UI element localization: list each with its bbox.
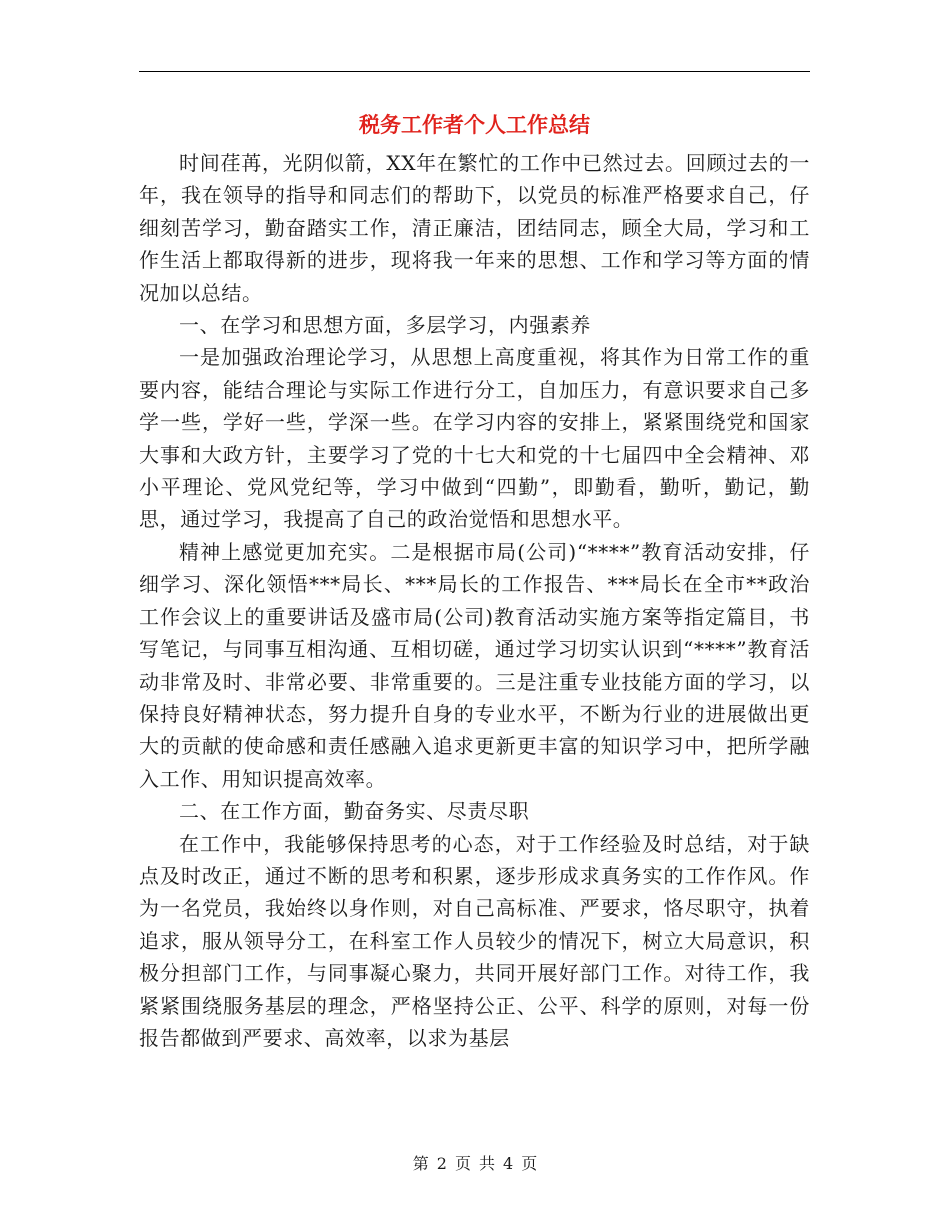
paragraph-intro: 时间荏苒，光阴似箭，XX年在繁忙的工作中已然过去。回顾过去的一年，我在领导的指导和同志们的帮助下，以党员的标准严格要求自己，仔细刻苦学习，勤奋踏实工作，清正廉洁，团结同志，顾全大局，学习和工作生活上都取得新的进步，现将我一年来的思想、工作和学习等方面的情况加以总结。 — [139, 151, 810, 305]
footer-total-pages: 4 — [503, 1154, 514, 1173]
section-heading-work: 二、在工作方面，勤奋务实、尽责尽职 — [179, 799, 530, 824]
document-title: 税务工作者个人工作总结 — [359, 113, 590, 137]
footer-total-suffix: 页 — [521, 1154, 538, 1173]
paragraph-political-study: 一是加强政治理论学习，从思想上高度重视，将其作为日常工作的重要内容，能结合理论与实际工作进行分工，自加压力，有意识要求自己多学一些，学好一些，学深一些。在学习内容的安排上，紧紧围绕党和国家大事和大政方针，主要学习了党的十七大和党的十七届四中全会精神、邓小平理论、党风党纪等，学习中做到“四勤”，即勤看，勤听，勤记，勤思，通过学习，我提高了自己的政治觉悟和思想水平。 — [139, 345, 810, 532]
document-body — [139, 147, 810, 1054]
paragraph-education-activity: 精神上感觉更加充实。二是根据市局(公司)“****”教育活动安排，仔细学习、深化领悟***局长、***局长的工作报告、***局长在全市**政治工作会议上的重要讲话及盛市局(公司)教育活动实施方案等指定篇目，书写笔记，与同事互相沟通、互相切磋，通过学习切实认识到“****”教育活动非常及时、非常必要、非常重要的。三是注重专业技能方面的学习，以保持良好精神状态，努力提升自身的专业水平，不断为行业的进展做出更大的贡献的使命感和责任感融入追求更新更丰富的知识学习中，把所学融入工作、用知识提高效率。 — [139, 539, 810, 791]
header-rule — [139, 71, 810, 72]
footer-current-page: 2 — [436, 1154, 447, 1173]
paragraph-work-attitude: 在工作中，我能够保持思考的心态，对于工作经验及时总结，对于缺点及时改正，通过不断的思考和积累，逐步形成求真务实的工作作风。作为一名党员，我始终以身作则，对自己高标准、严要求，恪尽职守，执着追求，服从领导分工，在科室工作人员较少的情况下，树立大局意识，积极分担部门工作，与同事凝心聚力，共同开展好部门工作。对待工作，我紧紧围绕服务基层的理念，严格坚持公正、公平、科学的原则，对每一份报告都做到严要求、高效率，以求为基层 — [139, 831, 810, 1050]
page-footer — [0, 1152, 950, 1176]
footer-page-word: 页 — [454, 1154, 471, 1173]
footer-prefix: 第 — [412, 1154, 429, 1173]
footer-total-prefix: 共 — [479, 1154, 496, 1173]
section-heading-study: 一、在学习和思想方面，多层学习，内强素养 — [179, 313, 591, 338]
